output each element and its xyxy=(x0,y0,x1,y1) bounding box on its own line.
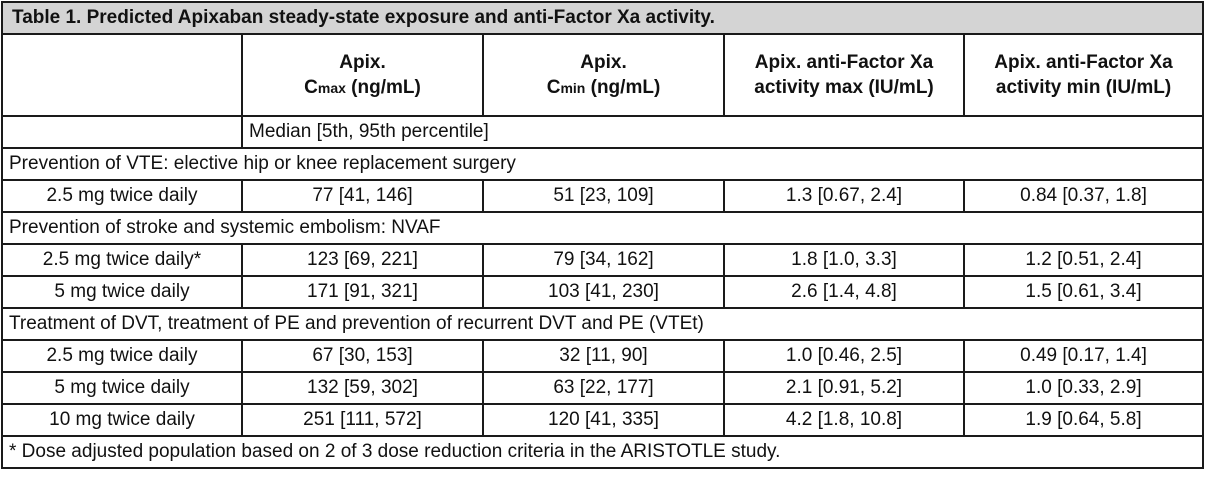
header-cmin-sub: min xyxy=(560,79,586,96)
value-cell: 32 [11, 90] xyxy=(483,340,724,372)
value-cell: 63 [22, 177] xyxy=(483,372,724,404)
header-cmin xyxy=(483,34,724,116)
header-cmin-symbol: C xyxy=(546,76,561,98)
section-label: Prevention of stroke and systemic embolism: NVAF xyxy=(2,212,1203,244)
table-container xyxy=(1,1,1202,469)
dose-cell: 5 mg twice daily xyxy=(2,276,242,308)
value-cell: 2.1 [0.91, 5.2] xyxy=(724,372,964,404)
value-cell: 171 [91, 321] xyxy=(242,276,483,308)
footnote: * Dose adjusted population based on 2 of 3 dose reduction criteria in the ARISTOTLE study. xyxy=(2,436,1203,468)
value-cell: 4.2 [1.8, 10.8] xyxy=(724,404,964,436)
dose-cell: 2.5 mg twice daily xyxy=(2,340,242,372)
value-cell: 1.0 [0.33, 2.9] xyxy=(964,372,1203,404)
header-cmin-main: Apix. xyxy=(580,51,627,73)
table-row xyxy=(2,340,1203,372)
value-cell: 0.49 [0.17, 1.4] xyxy=(964,340,1203,372)
header-cmax xyxy=(242,34,483,116)
header-antixa-min: Apix. anti-Factor Xa activity min (IU/mL) xyxy=(964,34,1203,116)
dose-cell: 2.5 mg twice daily* xyxy=(2,244,242,276)
stat-label: Median [5th, 95th percentile] xyxy=(242,116,1203,148)
value-cell: 77 [41, 146] xyxy=(242,180,483,212)
value-cell: 0.84 [0.37, 1.8] xyxy=(964,180,1203,212)
dose-cell: 10 mg twice daily xyxy=(2,404,242,436)
value-cell: 51 [23, 109] xyxy=(483,180,724,212)
value-cell: 120 [41, 335] xyxy=(483,404,724,436)
value-cell: 1.5 [0.61, 3.4] xyxy=(964,276,1203,308)
header-cmax-symbol: C xyxy=(304,76,318,98)
table-row xyxy=(2,404,1203,436)
apixaban-exposure-table xyxy=(1,1,1204,469)
value-cell: 1.8 [1.0, 3.3] xyxy=(724,244,964,276)
table-title: Table 1. Predicted Apixaban steady-state exposure and anti-Factor Xa activity. xyxy=(2,2,1203,34)
header-cmax-sub: max xyxy=(317,79,346,96)
header-cmax-unit: (ng/mL) xyxy=(345,76,421,98)
value-cell: 123 [69, 221] xyxy=(242,244,483,276)
value-cell: 251 [111, 572] xyxy=(242,404,483,436)
value-cell: 79 [34, 162] xyxy=(483,244,724,276)
value-cell: 2.6 [1.4, 4.8] xyxy=(724,276,964,308)
header-empty xyxy=(2,34,242,116)
table-row xyxy=(2,180,1203,212)
value-cell: 1.9 [0.64, 5.8] xyxy=(964,404,1203,436)
header-cmax-main: Apix. xyxy=(339,51,386,73)
header-antixa-max: Apix. anti-Factor Xa activity max (IU/mL) xyxy=(724,34,964,116)
value-cell: 1.3 [0.67, 2.4] xyxy=(724,180,964,212)
value-cell: 1.2 [0.51, 2.4] xyxy=(964,244,1203,276)
value-cell: 132 [59, 302] xyxy=(242,372,483,404)
dose-cell: 5 mg twice daily xyxy=(2,372,242,404)
value-cell: 103 [41, 230] xyxy=(483,276,724,308)
table-row xyxy=(2,244,1203,276)
section-label: Prevention of VTE: elective hip or knee replacement surgery xyxy=(2,148,1203,180)
section-label: Treatment of DVT, treatment of PE and prevention of recurrent DVT and PE (VTEt) xyxy=(2,308,1203,340)
table-row xyxy=(2,276,1203,308)
median-row-empty xyxy=(2,116,242,148)
value-cell: 1.0 [0.46, 2.5] xyxy=(724,340,964,372)
table-row xyxy=(2,372,1203,404)
header-cmin-unit: (ng/mL) xyxy=(585,76,661,98)
value-cell: 67 [30, 153] xyxy=(242,340,483,372)
dose-cell: 2.5 mg twice daily xyxy=(2,180,242,212)
